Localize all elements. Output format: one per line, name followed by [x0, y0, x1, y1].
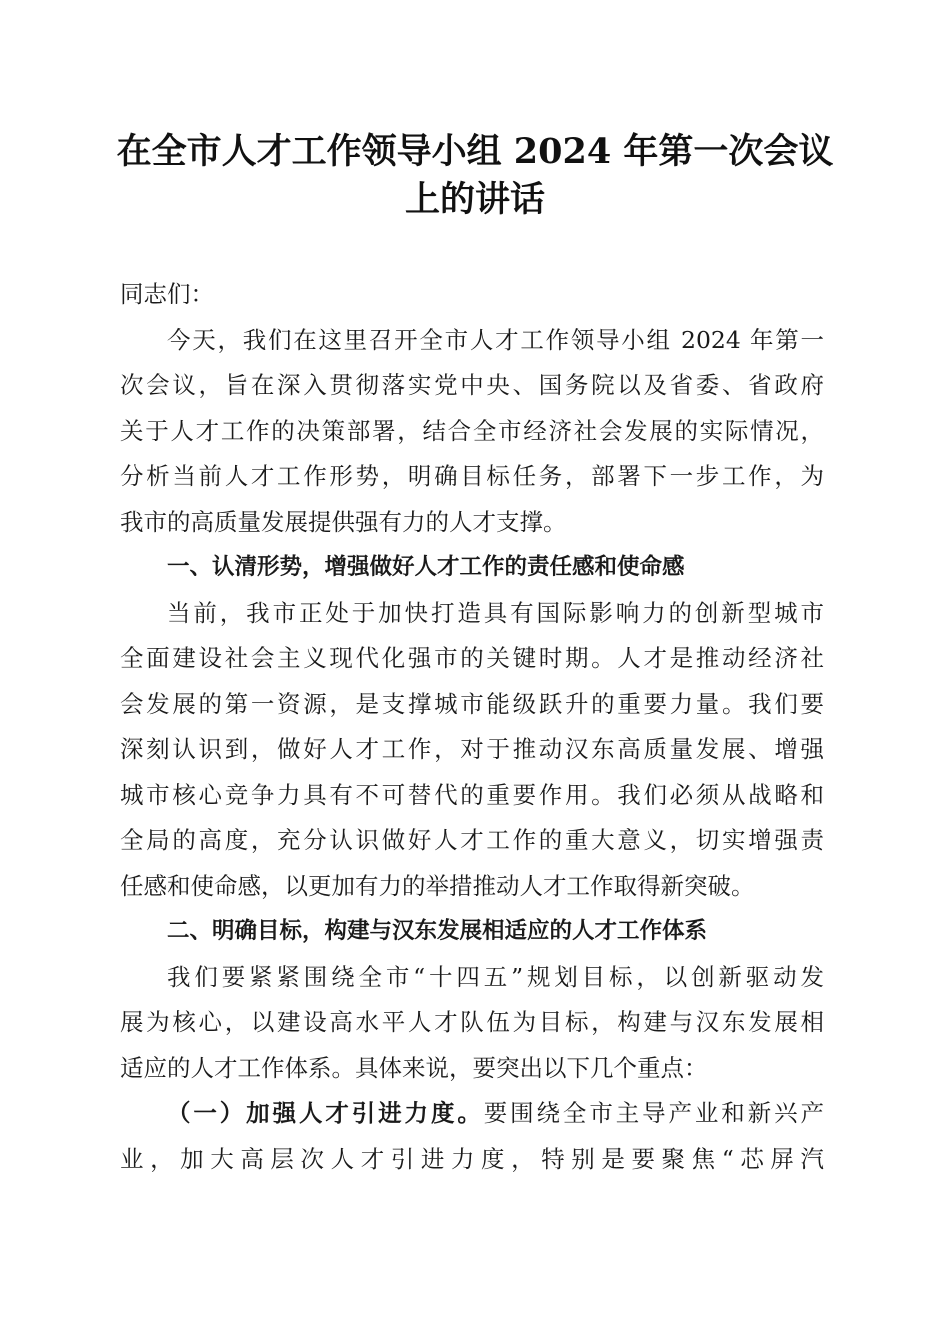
section-heading-2: 二、明确目标，构建与汉东发展相适应的人才工作体系 [167, 918, 708, 944]
paragraph-line: 适应的人才工作体系。具体来说，要突出以下几个重点： [120, 1053, 708, 1082]
title-line: 上的讲话 [404, 179, 545, 220]
paragraph-line: 次会议，旨在深入贯彻落实党中央、国务院以及省委、省政府 [120, 371, 824, 399]
paragraph-line: 城市核心竞争力具有不可替代的重要作用。我们必须从战略和 [120, 780, 824, 809]
paragraph-line: 我们要紧紧围绕全市“十四五”规划目标，以创新驱动发 [167, 962, 824, 991]
paragraph-line: 任感和使命感，以更加有力的举措推动人才工作取得新突破。 [120, 871, 755, 900]
paragraph-line: 全面建设社会主义现代化强市的关键时期。人才是推动经济社 [120, 644, 824, 672]
paragraph-line: 今天，我们在这里召开全市人才工作领导小组 2024 年第一 [167, 325, 824, 354]
subsection-text: 要围绕全市主导产业和新兴产 [483, 1099, 824, 1127]
title-line: 在全市人才工作领导小组 2024 年第一次会议 [116, 131, 834, 172]
subsection-label: （一）加强人才引进力度。 [167, 1099, 484, 1127]
paragraph-line: 当前，我市正处于加快打造具有国际影响力的创新型城市 [167, 598, 824, 627]
paragraph-line: 深刻认识到，做好人才工作，对于推动汉东高质量发展、增强 [120, 735, 824, 763]
paragraph-line: 全局的高度，充分认识做好人才工作的重大意义，切实增强责 [120, 826, 824, 854]
paragraph-line: 展为核心，以建设高水平人才队伍为目标，构建与汉东发展相 [120, 1008, 824, 1036]
paragraph-line: 分析当前人才工作形势，明确目标任务，部署下一步工作，为 [120, 462, 824, 490]
paragraph-line: 会发展的第一资源，是支撑城市能级跃升的重要力量。我们要 [120, 689, 824, 718]
paragraph-line: 业，加大高层次人才引进力度，特别是要聚焦“芯屏汽 [120, 1144, 824, 1173]
subsection-line [120, 1091, 824, 1137]
paragraph-line: 我市的高质量发展提供强有力的人才支撑。 [120, 507, 567, 536]
paragraph-line: 关于人才工作的决策部署，结合全市经济社会发展的实际情况， [120, 416, 824, 445]
document-body [120, 272, 824, 1182]
salutation: 同志们： [120, 280, 214, 308]
section-heading-1: 一、认清形势，增强做好人才工作的责任感和使命感 [167, 554, 685, 580]
document-title [100, 128, 850, 224]
